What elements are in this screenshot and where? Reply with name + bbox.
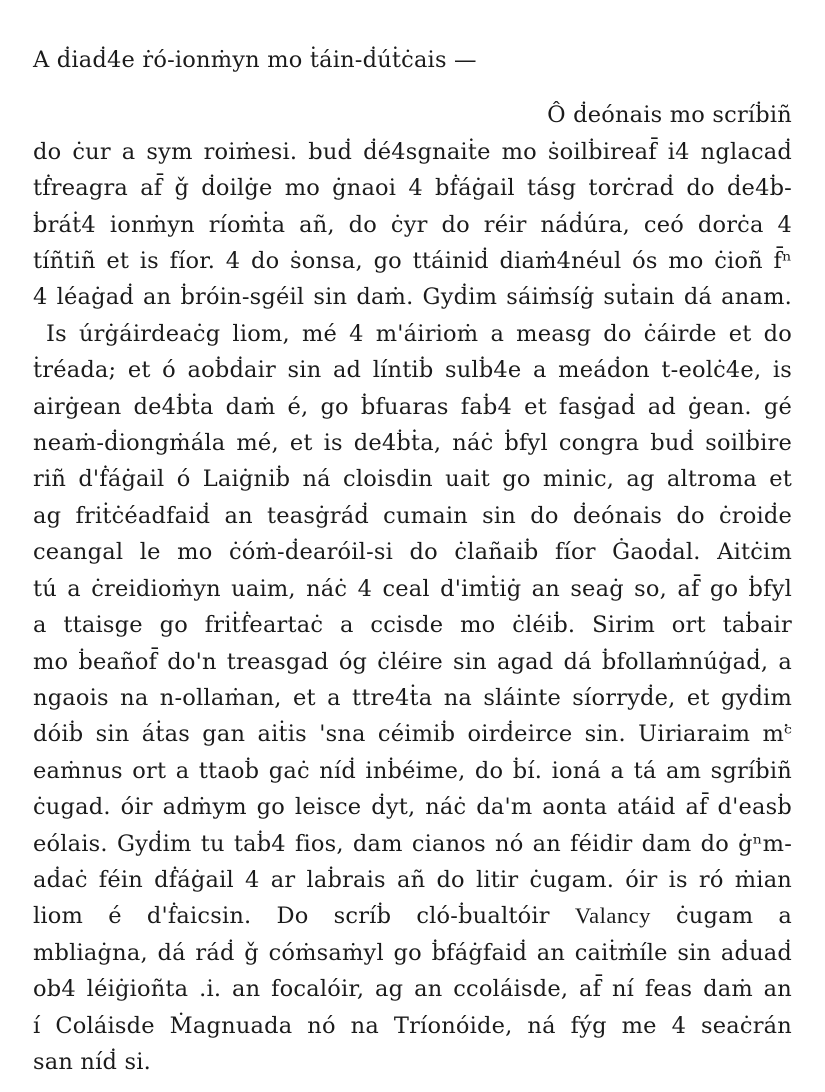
text-line (33, 352, 792, 388)
gaelic-text-segment: ċugad. óir adṁym go leisce ḋyt, náċ da'm aonta atáid af̄ d'easḃ (33, 794, 792, 821)
text-line (33, 534, 792, 570)
text-line (33, 971, 792, 1007)
text-line (33, 1008, 792, 1044)
gaelic-text-segment: tḟreagra af̄ ǧ ḋoilġe mo ġnaoi 4 bḟáġail tásg torċraḋ do ḋe4ḃ- (33, 175, 792, 202)
roman-type-name: Valancy (574, 903, 651, 929)
text-line (33, 571, 792, 607)
gaelic-text-segment: aḋaċ féin dḟáġail 4 ar laḃrais añ do litir ċugam. óir is ró ṁian (33, 866, 792, 893)
text-line (33, 243, 792, 279)
gaelic-text-segment: tíñtiñ et is fíor. 4 do ṡonsa, go ttáiniḋ diaṁ4néul ós mo ċioñ f̄ⁿ (33, 248, 792, 275)
gaelic-text-segment: a ttaisge go friṫḟeartaċ a ccisde mo ċléiḃ. Sirim ort taḃair (33, 612, 792, 639)
gaelic-text-segment: eólais. Gyḋim tu taḃ4 fios, dam cianos nó an féidir dam do ġⁿm- (33, 830, 792, 857)
gaelic-text-segment: ceangal le mo ċóṁ-ḋearóil-si do ċlañaiḃ fíor Ġaoḋal. Aitċim (33, 539, 792, 566)
text-line (33, 134, 792, 170)
text-line (33, 680, 792, 716)
text-line (33, 826, 792, 862)
text-line (33, 425, 792, 461)
gaelic-text-segment: neaṁ-ḋiongṁála mé, et is de4ḃṫa, náċ ḃfyl congra buḋ soilḃire (33, 430, 792, 457)
text-line (33, 644, 792, 680)
gaelic-text-segment: ngaois na n-ollaṁan, et a ttre4ṫa na sláinte síorryḋe, et gyḋim (33, 684, 792, 711)
text-line (33, 607, 792, 643)
salutation-line (33, 42, 792, 78)
gaelic-text-segment: ṫréada; et ó aoḃḋair sin ad líntiḃ sulḃ4e a meáḋon t-eolċ4e, is (33, 357, 792, 384)
text-line (33, 935, 792, 971)
text-line (33, 716, 792, 752)
gaelic-text-segment: í Coláisde Ṁagnuada nó na Tríonóide, ná fýg me 4 seaċrán (33, 1012, 792, 1039)
gaelic-text-segment: liom é d'ḟaicsin. Do scríḃ cló-ḃualtóir (33, 903, 575, 930)
gaelic-text-segment: Is úrġáirdeaċg liom, mé 4 m'áirioṁ a measg do ċáirde et do (46, 320, 792, 347)
gaelic-text-segment: mo ḃeañof̄ do'n treasgad óg ċléire sin agad dá ḃfollaṁnúġaḋ, a (33, 648, 792, 675)
closing-line (33, 1044, 792, 1080)
text-line (33, 389, 792, 425)
gaelic-text-segment: ob4 léiġioñta .i. an focalóir, ag an ccoláisde, af̄ ní feas daṁ an (33, 976, 792, 1003)
text-line (33, 753, 792, 789)
text-line (33, 461, 792, 497)
gaelic-text-segment: riñ d'ḟáġail ó Laiġniḃ ná cloisdin uait go minic, ag altroma et (33, 466, 792, 493)
gaelic-text-segment: mbliaġna, dá ráḋ ǧ cóṁsaṁyl go ḃfáġfaiḋ an caiṫṁíle sin aḋuaḋ (33, 939, 792, 966)
text-line (33, 170, 792, 206)
gaelic-text-segment: san níḋ si. (33, 1048, 151, 1075)
gaelic-text-segment: A ḋiaḋ4e ṙó-ionṁyn mo ṫáin-ḋúṫċais — (33, 47, 477, 73)
gaelic-text-segment: ḃráṫ4 ionṁyn ríoṁṫa añ, do ċyr do réir náḋúra, ceó dorċa 4 (33, 211, 792, 238)
gaelic-text-segment: eaṁnus ort a ttaoḃ gaċ níḋ inḃéime, do ḃí. ioná a tá am sgríḃiñ (33, 757, 792, 784)
text-line (33, 207, 792, 243)
opening-line (33, 97, 792, 133)
gaelic-text-segment: ag friṫċéadfaiḋ an teasġráḋ cumain sin do ḋeónais do ċroiḋe (33, 502, 792, 529)
gaelic-text-segment: ċugam a (650, 903, 792, 930)
paragraph-gap (33, 78, 792, 97)
gaelic-text-segment: dóiḃ sin áṫas gan aiṫis 'sna céimiḃ oirḋeirce sin. Uiriaraim mᶜ̇ (33, 721, 792, 748)
gaelic-text-segment: 4 léaġaḋ an ḃróin-sgéil sin daṁ. Gyḋim sáiṁsíġ suṫain dá anam. (33, 284, 792, 311)
text-line (33, 862, 792, 898)
gaelic-text-segment: airġean de4ḃṫa daṁ é, go ḃfuaras faḃ4 et fasġaḋ ad ġean. gé (33, 393, 792, 420)
paragraph-start-line (33, 316, 792, 352)
text-line (33, 789, 792, 825)
text-line (33, 498, 792, 534)
text-line (33, 898, 792, 934)
gaelic-text-segment: do ċur a sym roiṁesi. buḋ ḋé4sgnaiṫe mo ṡoilḃireaf̄ i4 nglacaḋ (33, 138, 792, 165)
gaelic-text-segment: Ô ḋeónais mo scríḃiñ (547, 102, 792, 129)
text-line (33, 279, 792, 315)
gaelic-text-segment: tú a ċreidioṁyn uaim, náċ 4 ceal d'imṫiġ an seaġ so, af̄ go ḃfyl (33, 575, 792, 602)
